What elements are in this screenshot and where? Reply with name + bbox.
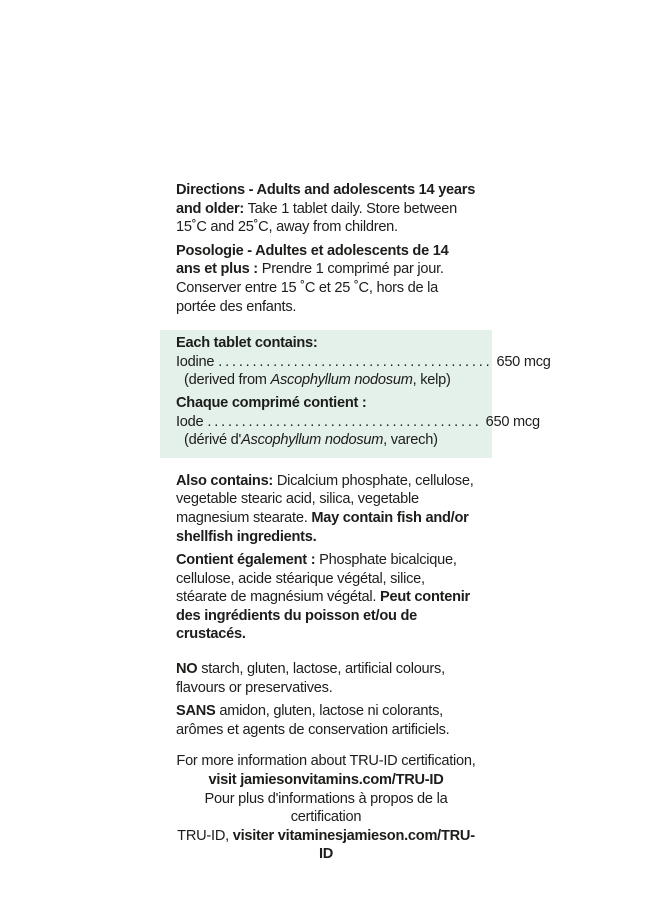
directions-en-text: Take 1 tablet daily. Store between 15˚C and 25˚C, away from children.: [176, 200, 458, 236]
ingredient-source-en: [176, 371, 476, 390]
also-contains-fr-heading: Contient également :: [176, 552, 316, 569]
medicinal-ingredients-panel: [160, 330, 551, 458]
source-suffix-fr: , varech): [383, 432, 438, 449]
source-prefix-en: (derived from: [184, 372, 271, 389]
ingredient-leader-dots-en: ........................................: [218, 353, 493, 370]
free-of-fr: [176, 702, 476, 739]
ingredient-amount-en: 650 mcg: [496, 353, 551, 370]
certification-fr-prefix: TRU-ID,: [177, 827, 233, 844]
ingredient-row-en: [176, 353, 551, 372]
ingredient-row-fr: [176, 413, 540, 432]
also-contains-fr-text: Phosphate bicalcique, cellulose, acide stéarique végétal, silice, stéarate de magnésium végétal.: [176, 552, 457, 606]
free-of-en-text: starch, gluten, lactose, artificial colours, flavours or preservatives.: [176, 661, 445, 696]
free-of-fr-text: amidon, gluten, lactose ni colorants, arômes et agents de conservation artificiels.: [176, 703, 450, 738]
directions-en-heading: Directions - Adults and adolescents 14 years and older:: [176, 182, 476, 217]
allergen-warning-en: May contain fish and/or shellfish ingredients.: [176, 509, 469, 545]
source-species-fr: Ascophyllum nodosum: [241, 432, 384, 449]
also-contains-en-text: Dicalcium phosphate, cellulose, vegetable stearic acid, silica, vegetable magnesium stearate.: [176, 472, 474, 526]
source-species-en: Ascophyllum nodosum: [270, 372, 413, 389]
source-prefix-fr: (dérivé d': [184, 432, 242, 449]
allergen-warning-fr: Peut contenir des ingrédients du poisson et/ou de crustacés.: [176, 589, 470, 643]
certification-info: [176, 752, 476, 864]
ingredient-source-fr: [176, 431, 476, 450]
contents-fr-heading: [176, 394, 476, 413]
free-of-fr-heading: SANS: [176, 703, 216, 720]
also-contains-fr: [176, 551, 476, 644]
certification-en-link[interactable]: [176, 771, 476, 790]
product-label: [176, 181, 551, 864]
contents-en-heading-text: Each tablet contains:: [176, 335, 318, 352]
certification-fr-link[interactable]: visiter vitaminesjamieson.com/TRU-ID: [232, 827, 475, 863]
directions-en: [176, 181, 476, 237]
contents-en-heading: [176, 334, 476, 353]
contents-fr-heading-text: Chaque comprimé contient :: [176, 394, 367, 411]
also-contains-en-heading: Also contains:: [176, 472, 274, 489]
free-of-en-heading: NO: [176, 661, 198, 678]
directions-fr-text: Prendre 1 comprimé par jour. Conserver entre 15 ˚C et 25 ˚C, hors de la portée des enfants.: [176, 261, 444, 315]
directions-fr-heading: Posologie - Adultes et adolescents de 14 ans et plus :: [176, 242, 449, 278]
ingredient-name-fr: Iode: [176, 413, 204, 430]
certification-en-link-text[interactable]: visit jamiesonvitamins.com/TRU-ID: [208, 772, 444, 789]
certification-fr-line1: Pour plus d'informations à propos de la certification: [204, 790, 448, 826]
directions-fr: [176, 242, 476, 316]
ingredient-amount-fr: 650 mcg: [485, 413, 540, 430]
free-of-en: [176, 660, 476, 697]
ingredient-leader-dots-fr: ........................................: [207, 413, 482, 430]
also-contains-en: [176, 472, 476, 546]
ingredient-name-en: Iodine: [176, 353, 215, 370]
certification-en-line1: For more information about TRU-ID certification,: [176, 753, 476, 770]
source-suffix-en: , kelp): [412, 372, 451, 389]
certification-fr-line2: [176, 827, 476, 864]
